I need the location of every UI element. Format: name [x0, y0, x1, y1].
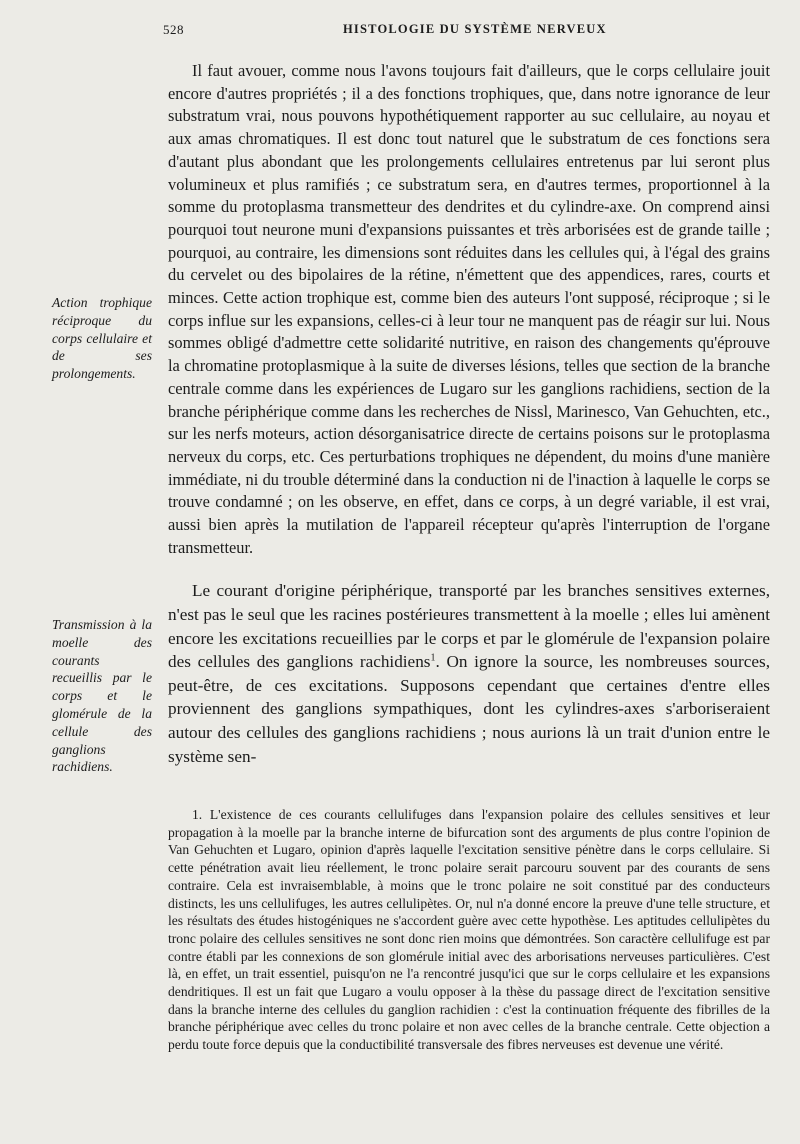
margin-note-trophic-action: Action trophique réciproque du corps cellulaire et de ses prolongements.	[52, 295, 152, 382]
paragraph-peripheral-current-text: Le courant d'origine périphérique, transporté par les branches sensitives externes, n'est pas le seul que les racines postérieures transmettent à la moelle ; elles lui amènent encore les excitations recueillies par le corps et par le glomérule de l'expansion polaire des cellules des ganglions rachidiens	[168, 581, 770, 672]
margin-note-transmission: Transmission à la moelle des courants recueillis par le corps et le glomérule de la cellule des ganglions rachidiens.	[52, 617, 152, 775]
running-title: HISTOLOGIE DU SYSTÈME NERVEUX	[343, 22, 607, 36]
paragraph-peripheral-current-continuation: . On ignore la source, les nombreuses sources, peut-être, de ces excitations. Supposons cependant que certaines d'entre elles proviennent des ganglions sympathiques, dont les cylindres-axes s'arboriseraient autour des cellules des ganglions rachidiens ; nous aurions là un trait d'union entre le système sen-	[168, 652, 770, 766]
footnote	[168, 806, 770, 1054]
footnote-reference: 1	[430, 652, 436, 664]
paragraph-peripheral-current	[168, 579, 770, 768]
main-text	[168, 60, 770, 768]
page-number: 528	[163, 22, 184, 37]
footnote-text: 1. L'existence de ces courants cellulifuges dans l'expansion polaire des cellules sensitives et leur propagation à la moelle par la branche interne de bifurcation sont des arguments de plus contre l'opinion de Van Gehuchten et Lugaro, opinion d'après laquelle l'excitation sensitive pénètre dans le corps cellulaire. Si cette pénétration avait lieu réellement, le tronc polaire serait parcouru souvent par des courants de sens contraire. Cela est invraisemblable, à moins que le tronc polaire ne soit constitué par des conducteurs distincts, les uns cellulifuges, les autres cellulipètes. Or, nul n'a donné encore la preuve d'une telle structure, et les résultats des études histogéniques ne s'accordent guère avec cette hypothèse. Les aptitudes cellulipètes du tronc polaire des cellules sensitives ne sont donc rien moins que démontrées. Son caractère cellulifuge est par contre établi par les connexions de son glomérule initial avec des arborisations nerveuses particulières. C'est là, en effet, un trait essentiel, puisqu'on ne l'a rencontré jusqu'ici que sur le corps cellulaire et les expansions dendritiques. Il est un fait que Lugaro a voulu opposer à la thèse du passage direct de l'excitation sensitive dans la branche interne des cellules du ganglion rachidien : c'est la continuation fréquente des fibrilles de la branche périphérique avec celles du tronc polaire et non avec celles de la branche centrale. Cette objection a perdu toute force depuis que la conductibilité transversale des fibres nerveuses est devenue une vérité.	[168, 807, 770, 1053]
paragraph-trophic-functions: Il faut avouer, comme nous l'avons toujours fait d'ailleurs, que le corps cellulaire jouit encore d'autres propriétés ; il a des fonctions trophiques, que, dans notre ignorance de leur substratum vrai, nous pouvons hypothétiquement rapporter au suc cellulaire, au noyau et aux amas chromatiques. Il est donc tout naturel que le substratum de ces fonctions sera d'autant plus abondant que les prolongements cellulaires entretenus par lui seront plus volumineux et plus ramifiés ; ce substratum sera, en d'autres termes, proportionnel à la somme du protoplasma transmetteur des dendrites et du cylindre-axe. On comprend ainsi pourquoi tout neurone muni d'expansions puissantes et très arborisées est de grande taille ; pourquoi, au contraire, les dimensions sont réduites dans les cellules qui, à l'égal des grains du cervelet ou des bipolaires de la rétine, n'émettent que des appendices, rares, courts et minces. Cette action trophique est, comme bien des auteurs l'ont supposé, réciproque ; si le corps influe sur les expansions, celles-ci à leur tour ne manquent pas de réagir sur lui. Nous sommes obligé d'admettre cette solidarité nutritive, en raison des changements qu'éprouve la chromatine protoplasmique à la suite de diverses lésions, telles que section de la branche centrale comme dans les expériences de Lugaro sur les ganglions rachidiens, section de la branche périphérique comme dans les recherches de Nissl, Marinesco, Van Gehuchten, etc., sur les nerfs moteurs, action désorganisatrice directe de certains poisons sur le protoplasma nerveux du corps, etc. Ces perturbations trophiques ne dépendent, du moins d'une manière immédiate, ni du trouble déterminé dans la conduction ni de l'inaction à laquelle le corps se trouve condamné ; on les observe, en effet, dans ce corps, à un degré variable, il est vrai, aussi bien après la mutilation de l'appareil récepteur qu'après l'interruption de l'organe transmetteur.	[168, 61, 770, 557]
